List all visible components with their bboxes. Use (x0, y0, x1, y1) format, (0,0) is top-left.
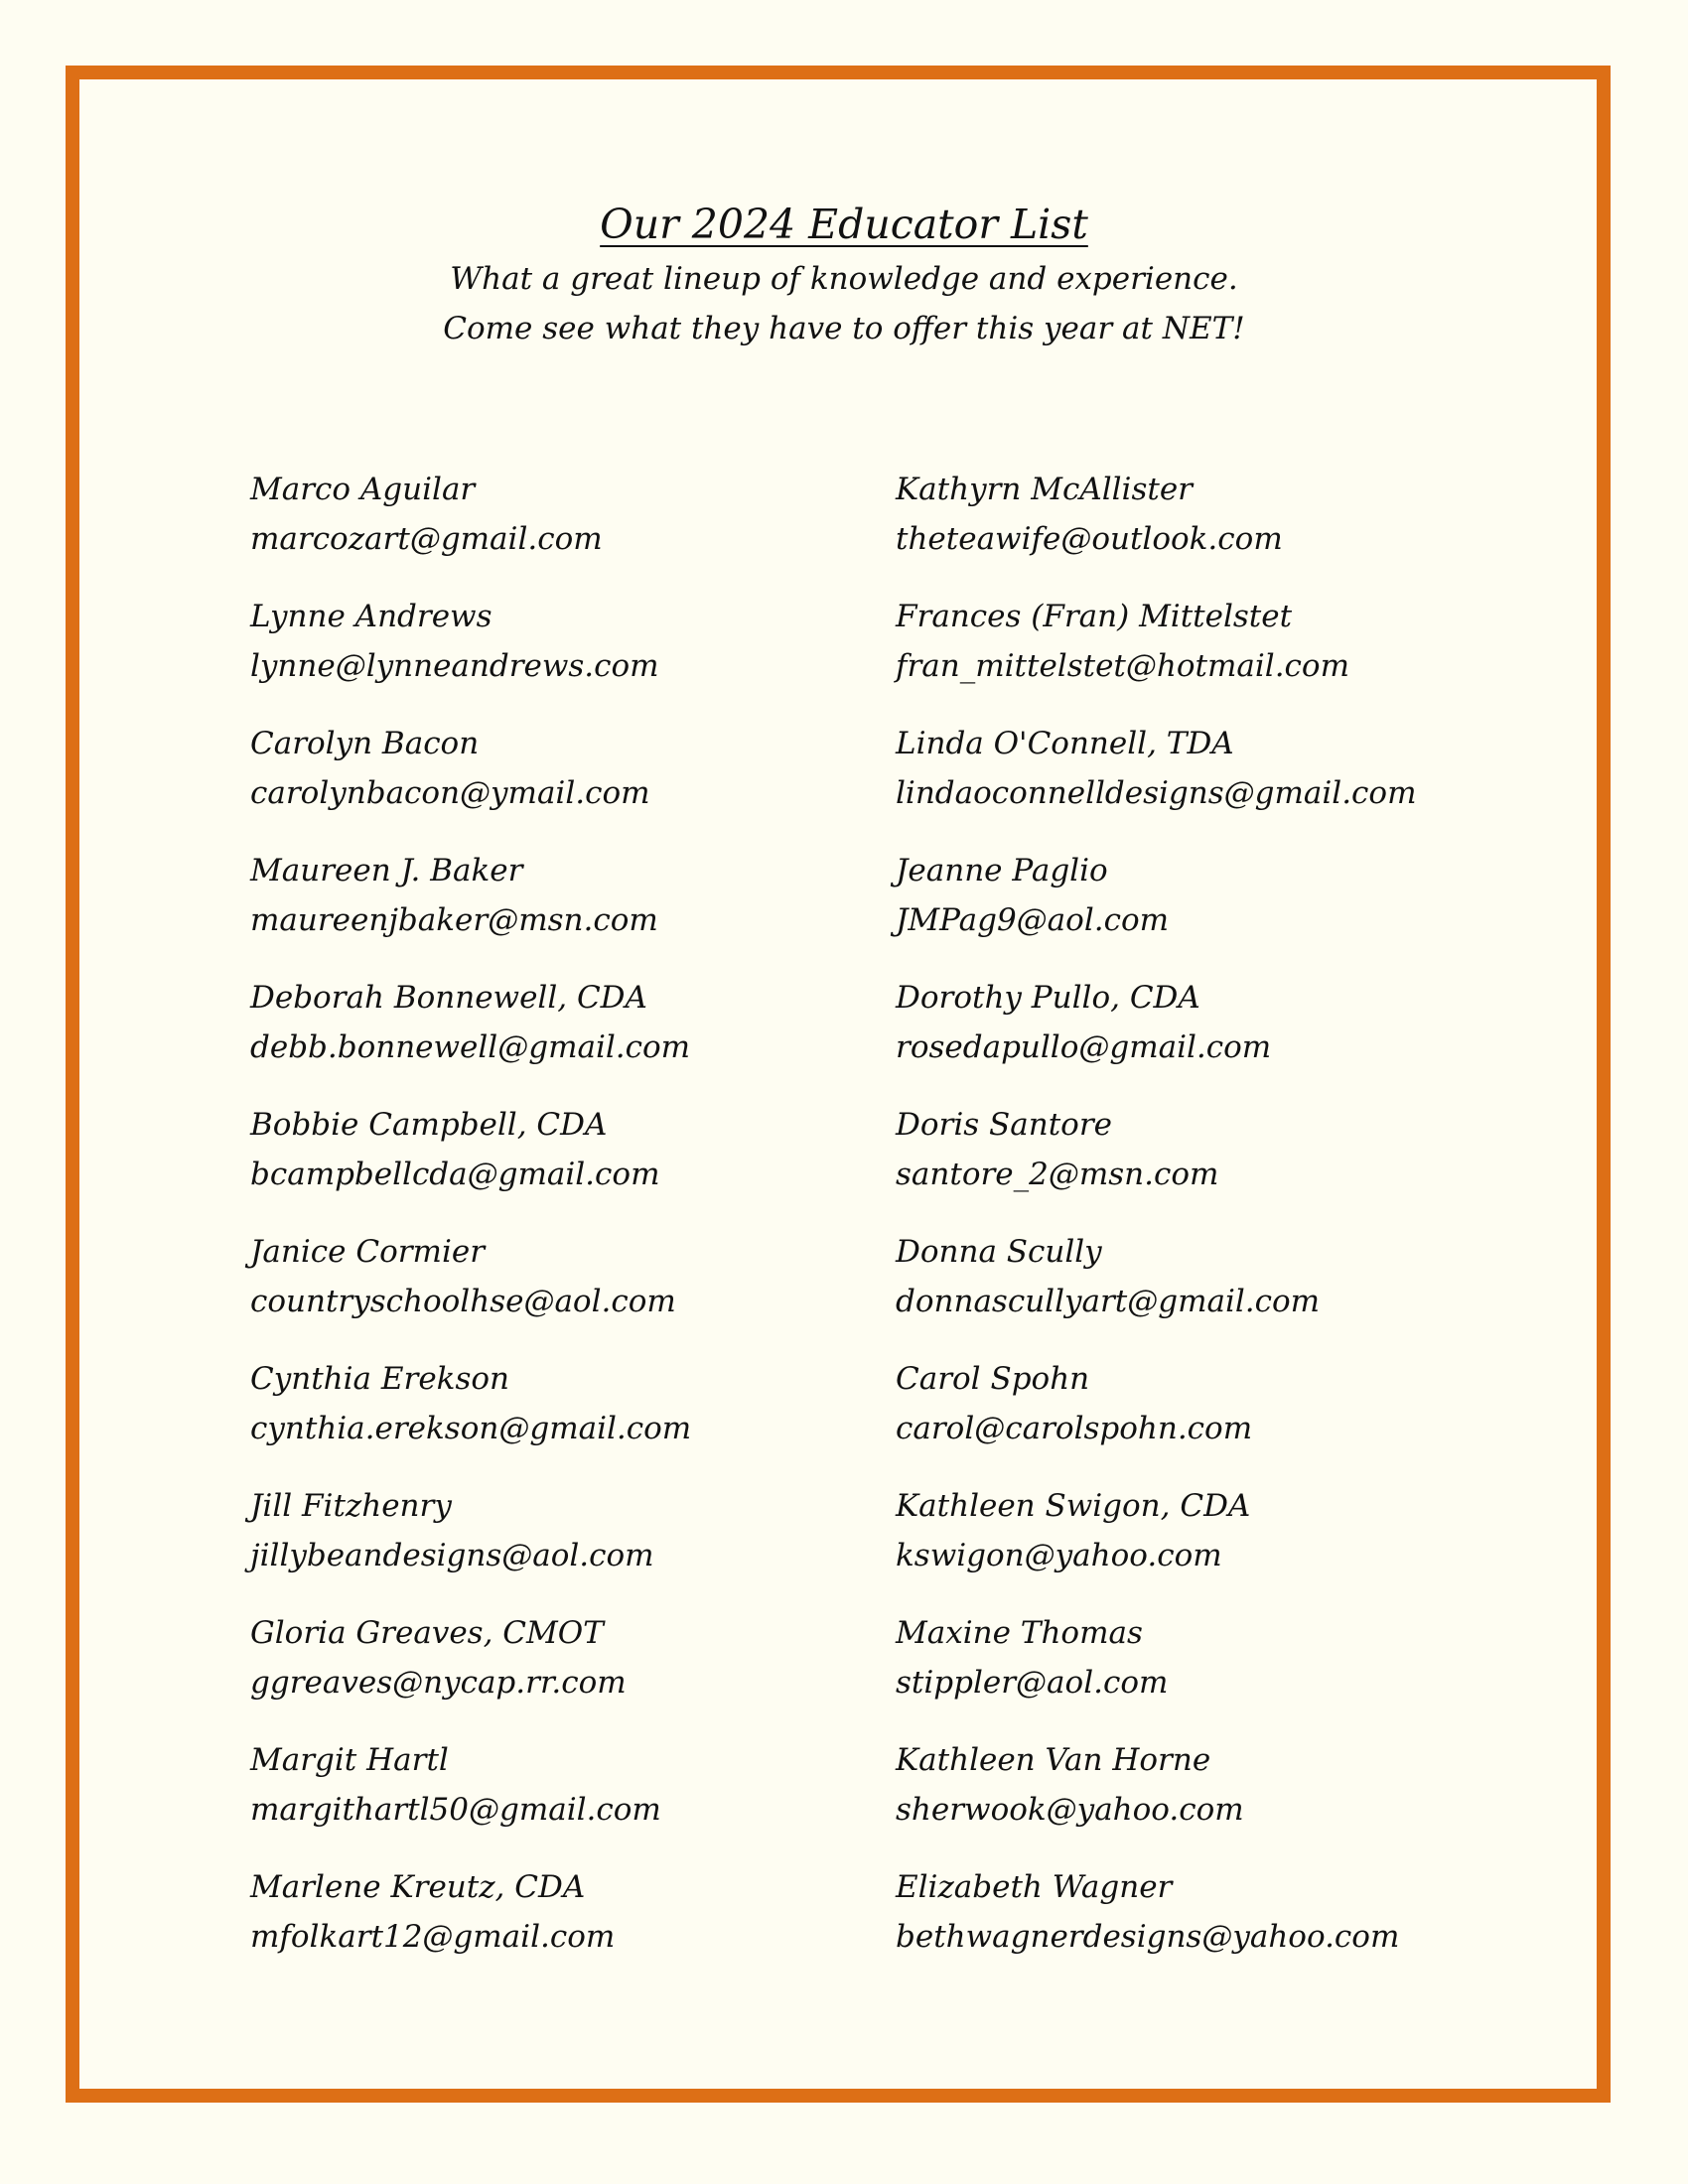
educator-email: maureenjbaker@msn.com (250, 902, 658, 938)
educator-entry (896, 1481, 1531, 1608)
educator-entry (896, 1735, 1531, 1862)
educator-email: santore_2@msn.com (896, 1157, 1219, 1192)
educator-name: Frances (Fran) Mittelstet (896, 599, 1293, 634)
educator-email: lindaoconnelldesigns@gmail.com (896, 775, 1417, 811)
educator-column-left (250, 465, 886, 1989)
educator-email: ggreaves@nycap.rr.com (250, 1665, 627, 1701)
educator-entry (250, 1100, 886, 1227)
educator-name: Donna Scully (896, 1234, 1102, 1270)
subtitle-line-2: Come see what they have to offer this year at NET! (443, 311, 1245, 346)
educator-name: Marlene Kreutz, CDA (250, 1869, 586, 1905)
educator-name: Dorothy Pullo, CDA (896, 980, 1200, 1016)
educator-email: bethwagnerdesigns@yahoo.com (896, 1919, 1400, 1955)
educator-entry (896, 465, 1531, 592)
educator-name: Kathleen Van Horne (896, 1742, 1211, 1778)
educator-email: bcampbellcda@gmail.com (250, 1157, 660, 1192)
header (0, 195, 1688, 353)
educator-entry (896, 1227, 1531, 1354)
educator-entry (250, 1354, 886, 1481)
educator-name: Jeanne Paglio (896, 853, 1108, 888)
educator-email: lynne@lynneandrews.com (250, 648, 659, 684)
educator-name: Carol Spohn (896, 1361, 1090, 1397)
educator-entry (896, 846, 1531, 973)
educator-entry (896, 973, 1531, 1100)
educator-email: carolynbacon@ymail.com (250, 775, 650, 811)
educator-email: donnascullyart@gmail.com (896, 1284, 1321, 1319)
educator-entry (896, 719, 1531, 846)
subtitle-line-1: What a great lineup of knowledge and experience. (450, 261, 1238, 297)
educator-entry (250, 1481, 886, 1608)
educator-email: rosedapullo@gmail.com (896, 1029, 1272, 1065)
educator-name: Maureen J. Baker (250, 853, 523, 888)
educator-entry (250, 1227, 886, 1354)
educator-email: debb.bonnewell@gmail.com (250, 1029, 691, 1065)
educator-name: Lynne Andrews (250, 599, 492, 634)
educator-email: jillybeandesigns@aol.com (250, 1538, 654, 1573)
educator-entry (250, 465, 886, 592)
educator-name: Linda O'Connell, TDA (896, 726, 1234, 761)
educator-email: theteawife@outlook.com (896, 521, 1283, 557)
educator-name: Elizabeth Wagner (896, 1869, 1173, 1905)
educator-entry (896, 592, 1531, 719)
educator-email: fran_mittelstet@hotmail.com (896, 648, 1349, 684)
educator-entry (250, 1735, 886, 1862)
educator-name: Doris Santore (896, 1107, 1112, 1143)
educator-email: carol@carolspohn.com (896, 1411, 1253, 1446)
educator-email: cynthia.erekson@gmail.com (250, 1411, 692, 1446)
educator-email: mfolkart12@gmail.com (250, 1919, 616, 1955)
educator-entry (896, 1354, 1531, 1481)
educator-email: stippler@aol.com (896, 1665, 1169, 1701)
educator-entry (250, 719, 886, 846)
educator-name: Cynthia Erekson (250, 1361, 509, 1397)
educator-name: Kathleen Swigon, CDA (896, 1488, 1251, 1524)
educator-name: Jill Fitzhenry (250, 1488, 452, 1524)
educator-column-right (896, 465, 1531, 1989)
educator-name: Marco Aguilar (250, 472, 476, 507)
educator-name: Maxine Thomas (896, 1615, 1143, 1651)
educator-name: Kathyrn McAllister (896, 472, 1193, 507)
educator-email: marcozart@gmail.com (250, 521, 603, 557)
educator-entry (250, 1608, 886, 1735)
educator-name: Bobbie Campbell, CDA (250, 1107, 608, 1143)
educator-name: Janice Cormier (250, 1234, 486, 1270)
educator-name: Deborah Bonnewell, CDA (250, 980, 647, 1016)
educator-entry (896, 1862, 1531, 1989)
page-title: Our 2024 Educator List (600, 201, 1088, 248)
educator-name: Margit Hartl (250, 1742, 449, 1778)
educator-email: countryschoolhse@aol.com (250, 1284, 676, 1319)
educator-name: Carolyn Bacon (250, 726, 480, 761)
educator-email: kswigon@yahoo.com (896, 1538, 1222, 1573)
educator-email: margithartl50@gmail.com (250, 1792, 661, 1828)
educator-entry (896, 1608, 1531, 1735)
educator-entry (896, 1100, 1531, 1227)
educator-entry (250, 1862, 886, 1989)
educator-email: JMPag9@aol.com (896, 902, 1170, 938)
educator-name: Gloria Greaves, CMOT (250, 1615, 604, 1651)
educator-entry (250, 846, 886, 973)
educator-email: sherwook@yahoo.com (896, 1792, 1244, 1828)
educator-entry (250, 592, 886, 719)
educator-entry (250, 973, 886, 1100)
